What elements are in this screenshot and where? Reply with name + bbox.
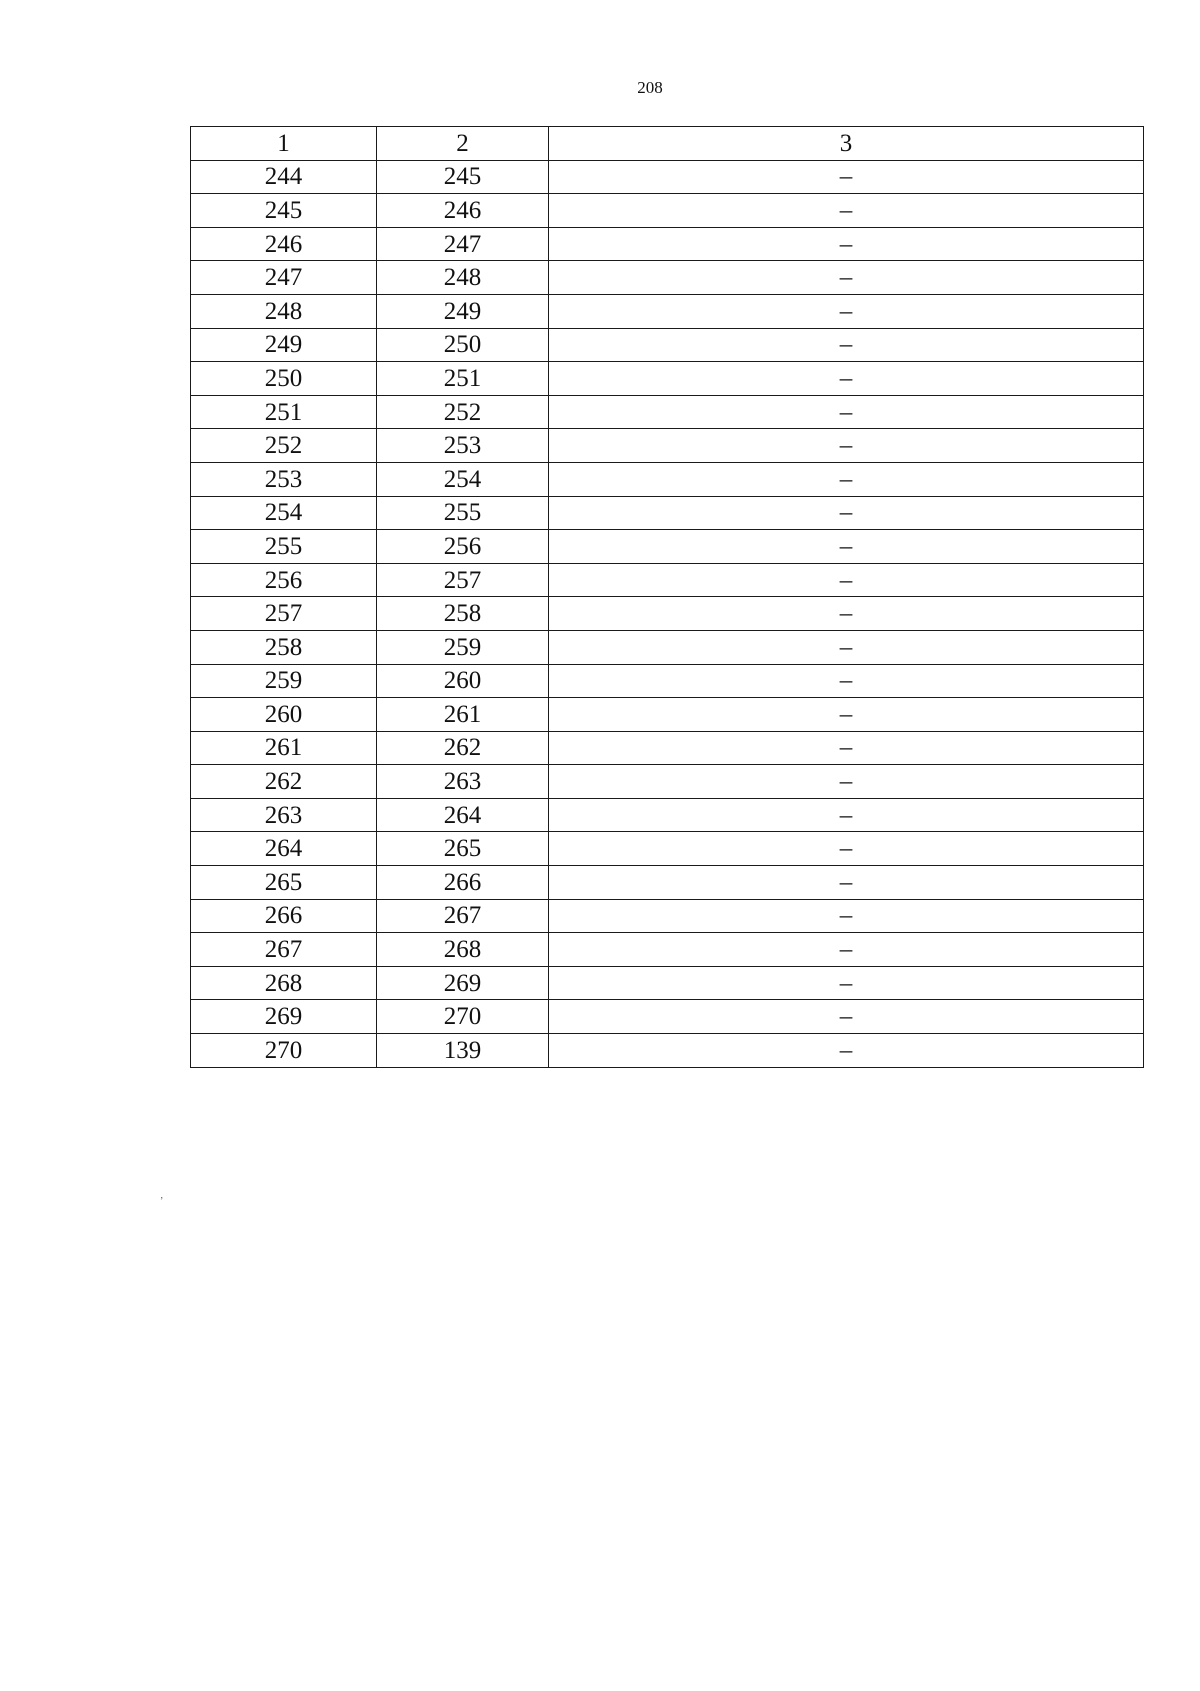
table-row xyxy=(191,261,1144,295)
table-cell-col2: 250 xyxy=(377,328,549,362)
table-row xyxy=(191,160,1144,194)
table-cell-col3: – xyxy=(549,933,1144,967)
table-row xyxy=(191,765,1144,799)
table-cell-col2: 256 xyxy=(377,530,549,564)
table-cell-col3: – xyxy=(549,227,1144,261)
table-row xyxy=(191,899,1144,933)
table-cell-col1: 269 xyxy=(191,1000,377,1034)
table-cell-col1: 268 xyxy=(191,966,377,1000)
table-cell-col1: 249 xyxy=(191,328,377,362)
table-cell-col1: 253 xyxy=(191,462,377,496)
table-cell-col2: 259 xyxy=(377,630,549,664)
table-row xyxy=(191,933,1144,967)
table-row xyxy=(191,866,1144,900)
table-row xyxy=(191,664,1144,698)
table-cell-col2: 257 xyxy=(377,563,549,597)
table-cell-col1: 258 xyxy=(191,630,377,664)
table-cell-col1: 250 xyxy=(191,362,377,396)
table-row xyxy=(191,698,1144,732)
table-cell-col1: 263 xyxy=(191,798,377,832)
table-cell-col2: 261 xyxy=(377,698,549,732)
table-cell-col3: – xyxy=(549,1000,1144,1034)
table-cell-col2: 255 xyxy=(377,496,549,530)
table-row xyxy=(191,462,1144,496)
table-cell-col3: – xyxy=(549,832,1144,866)
table-cell-col2: 267 xyxy=(377,899,549,933)
table-cell-col2: 249 xyxy=(377,294,549,328)
table-header-row xyxy=(191,127,1144,161)
table-cell-col3: – xyxy=(549,530,1144,564)
table-row xyxy=(191,362,1144,396)
table-cell-col3: – xyxy=(549,630,1144,664)
table-cell-col1: 259 xyxy=(191,664,377,698)
table-row xyxy=(191,227,1144,261)
table-cell-col2: 247 xyxy=(377,227,549,261)
table-cell-col1: 251 xyxy=(191,395,377,429)
table-row xyxy=(191,530,1144,564)
table-cell-col1: 260 xyxy=(191,698,377,732)
table-cell-col3: – xyxy=(549,563,1144,597)
table-row xyxy=(191,597,1144,631)
table-cell-col1: 247 xyxy=(191,261,377,295)
table-cell-col2: 260 xyxy=(377,664,549,698)
table-cell-col1: 266 xyxy=(191,899,377,933)
table-row xyxy=(191,1034,1144,1068)
table-cell-col3: – xyxy=(549,899,1144,933)
table-cell-col3: – xyxy=(549,1034,1144,1068)
table-row xyxy=(191,563,1144,597)
header-cell-col2: 2 xyxy=(377,127,549,161)
table-cell-col1: 254 xyxy=(191,496,377,530)
table-body xyxy=(191,127,1144,1068)
table-cell-col3: – xyxy=(549,395,1144,429)
table-cell-col3: – xyxy=(549,664,1144,698)
table-cell-col3: – xyxy=(549,261,1144,295)
table-cell-col3: – xyxy=(549,462,1144,496)
table-row xyxy=(191,966,1144,1000)
table-cell-col2: 245 xyxy=(377,160,549,194)
table-cell-col1: 261 xyxy=(191,731,377,765)
stray-scan-mark: ʼ xyxy=(160,1196,164,1207)
table-row xyxy=(191,194,1144,228)
table-cell-col2: 252 xyxy=(377,395,549,429)
table-row xyxy=(191,1000,1144,1034)
table-cell-col1: 265 xyxy=(191,866,377,900)
table-cell-col1: 244 xyxy=(191,160,377,194)
table-row xyxy=(191,429,1144,463)
table-row xyxy=(191,395,1144,429)
table-cell-col3: – xyxy=(549,362,1144,396)
table-cell-col2: 253 xyxy=(377,429,549,463)
page-number: 208 xyxy=(637,78,663,97)
table-cell-col1: 270 xyxy=(191,1034,377,1068)
table-cell-col1: 255 xyxy=(191,530,377,564)
table-cell-col3: – xyxy=(549,765,1144,799)
table-cell-col1: 256 xyxy=(191,563,377,597)
table-cell-col2: 266 xyxy=(377,866,549,900)
table-cell-col3: – xyxy=(549,798,1144,832)
table-cell-col2: 268 xyxy=(377,933,549,967)
header-cell-col3: 3 xyxy=(549,127,1144,161)
table-row xyxy=(191,731,1144,765)
table-cell-col3: – xyxy=(549,966,1144,1000)
table-row xyxy=(191,496,1144,530)
table-cell-col2: 269 xyxy=(377,966,549,1000)
table-cell-col2: 248 xyxy=(377,261,549,295)
table-cell-col2: 251 xyxy=(377,362,549,396)
data-table xyxy=(190,126,1144,1068)
table-cell-col2: 264 xyxy=(377,798,549,832)
table-cell-col1: 246 xyxy=(191,227,377,261)
table-cell-col1: 267 xyxy=(191,933,377,967)
table-cell-col1: 252 xyxy=(191,429,377,463)
table-cell-col1: 264 xyxy=(191,832,377,866)
table-cell-col1: 245 xyxy=(191,194,377,228)
table-cell-col3: – xyxy=(549,429,1144,463)
table-row xyxy=(191,630,1144,664)
table-row xyxy=(191,832,1144,866)
table-cell-col3: – xyxy=(549,698,1144,732)
table-cell-col2: 258 xyxy=(377,597,549,631)
table-cell-col3: – xyxy=(549,160,1144,194)
table-cell-col3: – xyxy=(549,294,1144,328)
table-cell-col3: – xyxy=(549,194,1144,228)
table-cell-col2: 246 xyxy=(377,194,549,228)
table-cell-col2: 139 xyxy=(377,1034,549,1068)
table-row xyxy=(191,294,1144,328)
header-cell-col1: 1 xyxy=(191,127,377,161)
table-cell-col3: – xyxy=(549,597,1144,631)
table-cell-col1: 262 xyxy=(191,765,377,799)
table-cell-col2: 265 xyxy=(377,832,549,866)
table-cell-col2: 254 xyxy=(377,462,549,496)
table-cell-col1: 248 xyxy=(191,294,377,328)
table-cell-col3: – xyxy=(549,731,1144,765)
table-cell-col2: 263 xyxy=(377,765,549,799)
table-row xyxy=(191,798,1144,832)
table-cell-col3: – xyxy=(549,496,1144,530)
table-row xyxy=(191,328,1144,362)
table-cell-col2: 262 xyxy=(377,731,549,765)
table-cell-col3: – xyxy=(549,328,1144,362)
table-cell-col1: 257 xyxy=(191,597,377,631)
table-cell-col2: 270 xyxy=(377,1000,549,1034)
table-cell-col3: – xyxy=(549,866,1144,900)
